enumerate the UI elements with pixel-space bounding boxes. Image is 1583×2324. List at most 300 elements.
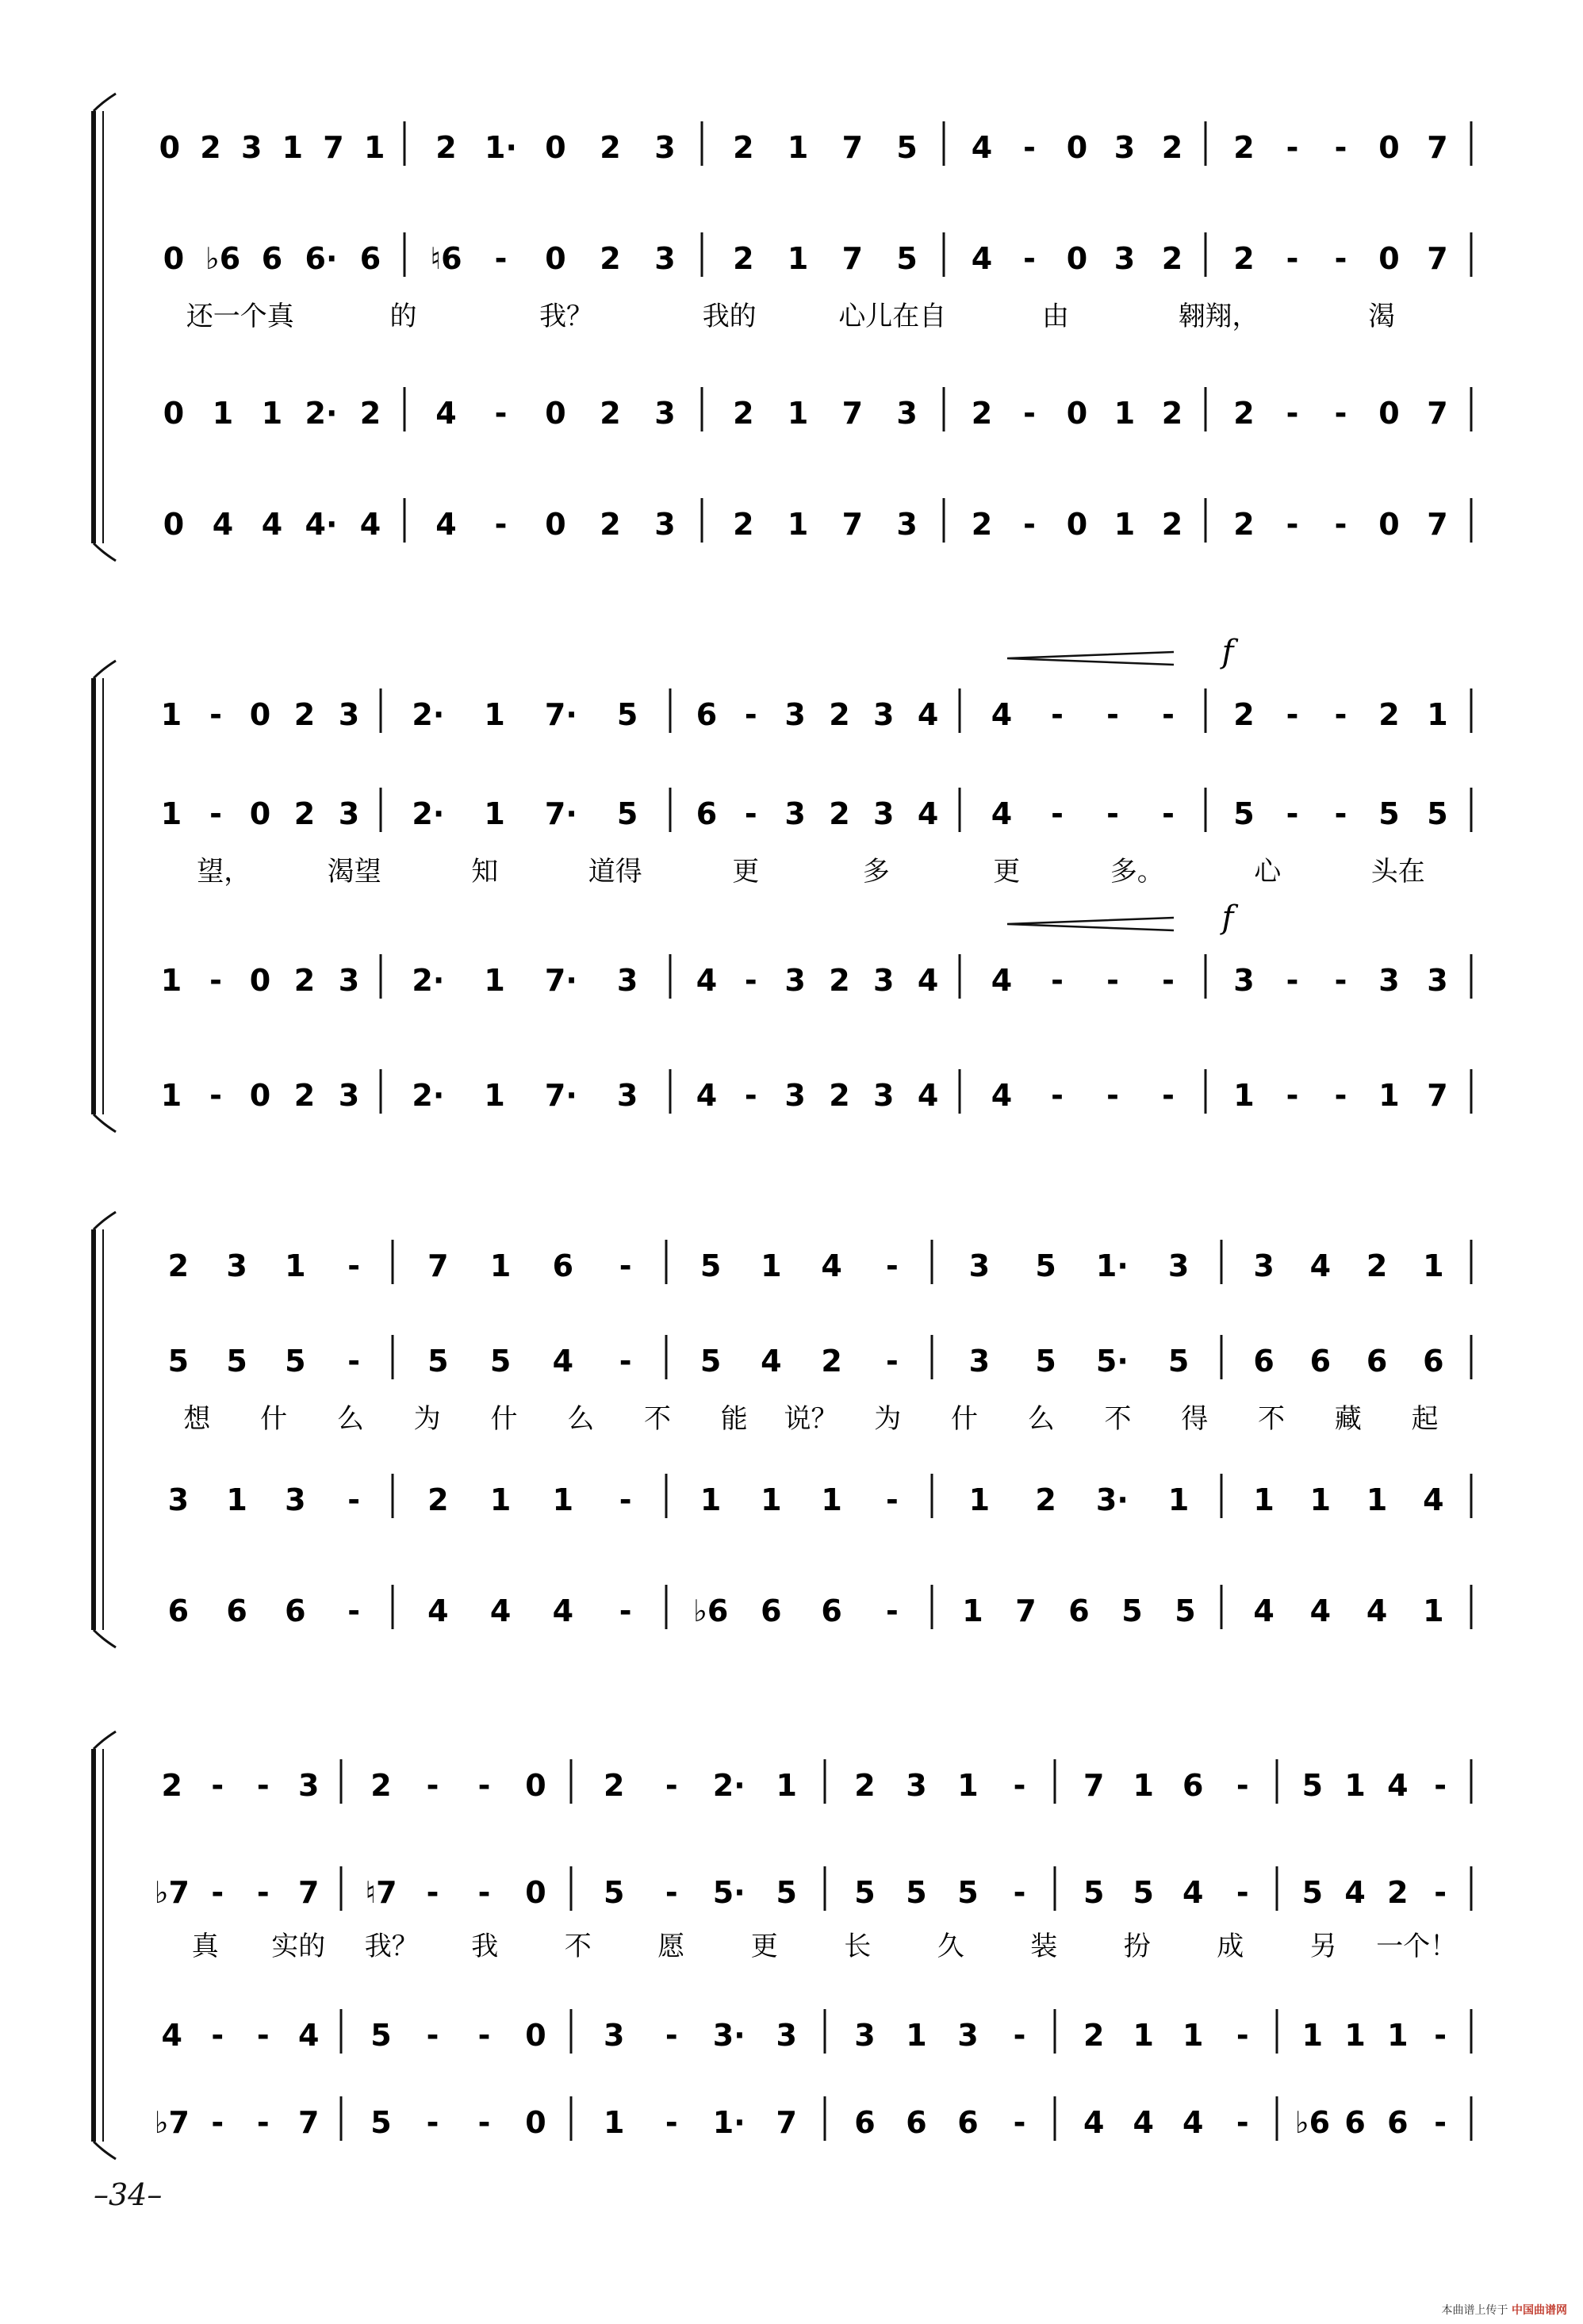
note-numeral: - [744,697,757,732]
note-numeral: 4 [1366,1593,1388,1628]
note-numeral: 1· [1095,1248,1129,1283]
note-numeral: 6· [305,241,338,276]
note-numeral: 3 [654,507,676,542]
note-numeral: 0 [1378,130,1400,165]
note-numeral: - [744,1078,757,1113]
note-numeral: 4 [1083,2105,1105,2140]
note-numeral: - [347,1482,361,1517]
note-numeral: - [1162,963,1175,998]
lyric-text: 久 [937,1931,964,1962]
note-numeral: - [619,1593,632,1628]
note-numeral: 3 [338,796,360,831]
note-numeral: 0 [1066,241,1088,276]
lyric-text: 想 [183,1403,211,1435]
note-numeral: 3· [1095,1482,1129,1517]
note-numeral: 5 [370,2018,392,2053]
note-numeral: 5 [616,796,638,831]
note-numeral: 2 [359,396,381,431]
note-numeral: 3 [784,697,806,732]
note-numeral: 7 [1427,241,1448,276]
note-numeral: 0 [1378,241,1400,276]
note-numeral: 2 [1161,241,1183,276]
note-numeral: - [619,1344,632,1379]
lyric-text: 我 [471,1931,499,1962]
note-numeral: 5 [489,1344,512,1379]
lyric-text: 多。 [1110,856,1164,888]
note-numeral: 3 [873,796,895,831]
note-numeral: - [347,1593,361,1628]
lyric-text: 什 [490,1403,518,1435]
note-numeral: ♭6 [692,1593,729,1628]
note-numeral: 1 [282,130,304,165]
note-numeral: 4 [761,1344,782,1379]
note-numeral: 1 [226,1482,247,1517]
note-numeral: 4 [1182,2105,1204,2140]
note-numeral: 6 [761,1593,782,1628]
note-numeral: - [1023,507,1036,542]
note-numeral: 3 [1253,1248,1274,1283]
note-numeral: 7 [1083,1768,1105,1803]
note-numeral: 4 [298,2018,320,2053]
note-numeral: 1 [1133,2018,1154,2053]
note-numeral: 1 [1253,1482,1274,1517]
note-numeral: - [1334,1078,1347,1113]
note-numeral: 6 [359,241,381,276]
lyric-text: 我的 [702,301,757,332]
note-numeral: 3 [1113,241,1136,276]
note-numeral: 1 [160,963,182,998]
note-numeral: 1 [261,396,283,431]
lyric-text: 实的 [271,1931,326,1962]
note-numeral: 2 [1233,241,1255,276]
lyric-text: 翱翔， [1178,301,1259,332]
note-numeral: - [494,507,508,542]
note-numeral: 2· [712,1768,746,1803]
lyric-text: 长 [844,1931,872,1962]
note-numeral: 3 [240,130,263,165]
lyric-text: 什 [260,1403,288,1435]
note-numeral: 1 [761,1248,782,1283]
note-numeral: 6 [696,796,718,831]
note-numeral: 5 [700,1248,722,1283]
note-numeral: 3 [1113,130,1136,165]
note-numeral: 6 [1253,1344,1274,1379]
note-numeral: - [1162,796,1175,831]
note-numeral: 3 [854,2018,876,2053]
note-numeral: 2 [733,241,754,276]
note-numeral: 5 [167,1344,190,1379]
note-numeral: 2 [600,130,621,165]
bracket-hook-top [94,94,116,111]
note-numeral: 7 [1015,1593,1037,1628]
note-numeral: 0 [1066,396,1088,431]
note-numeral: 3 [896,507,918,542]
lyric-text: 什 [951,1403,979,1435]
note-numeral: 5 [1035,1344,1056,1379]
note-numeral: 3 [226,1248,247,1283]
note-numeral: - [1286,1078,1299,1113]
note-numeral: - [1013,1768,1026,1803]
note-numeral: - [1434,1768,1447,1803]
note-numeral: 6 [1182,1768,1204,1803]
note-numeral: 0 [249,796,271,831]
note-numeral: 3 [338,697,360,732]
note-numeral: 3 [654,130,676,165]
note-numeral: - [1434,1875,1447,1910]
note-numeral: 2· [412,1078,445,1113]
note-numeral: - [347,1248,361,1283]
note-numeral: 5 [1083,1875,1105,1910]
note-numeral: 4 [971,130,993,165]
note-numeral: - [426,2018,439,2053]
note-numeral: - [477,1768,491,1803]
note-numeral: - [1236,2018,1249,2053]
note-numeral: 1 [821,1482,842,1517]
note-numeral: - [1106,796,1119,831]
note-numeral: - [1106,963,1119,998]
bracket-hook-top [94,1212,116,1229]
lyric-text: 么 [567,1403,595,1435]
lyric-text: 心 [1254,856,1282,888]
note-numeral: 1 [1366,1482,1388,1517]
lyric-text: 更 [993,856,1021,888]
note-numeral: 7 [841,130,864,165]
note-numeral: 2 [829,1078,850,1113]
note-numeral: 4 [917,1078,939,1113]
note-numeral: - [885,1248,899,1283]
note-numeral: 1 [1113,396,1136,431]
note-numeral: 4 [971,241,993,276]
note-numeral: 6 [1423,1344,1444,1379]
note-numeral: 0 [545,130,566,165]
lyric-text: 还一个真 [186,301,294,332]
note-numeral: 1 [489,1248,512,1283]
note-numeral: - [1334,507,1347,542]
note-numeral: 5 [604,1875,625,1910]
note-numeral: 1 [700,1482,722,1517]
note-numeral: 1 [968,1482,991,1517]
note-numeral: 3 [654,396,676,431]
note-numeral: - [211,1768,224,1803]
lyric-text: 渴望 [327,856,381,888]
note-numeral: 1 [160,1078,182,1113]
note-numeral: 4 [696,963,718,998]
note-numeral: 1 [957,1768,979,1803]
note-numeral: - [494,241,508,276]
note-numeral: 2 [370,1768,392,1803]
note-numeral: - [1106,1078,1119,1113]
note-numeral: ♭6 [1294,2105,1331,2140]
note-numeral: - [211,2105,224,2140]
note-numeral: 2 [829,963,850,998]
note-numeral: - [1023,241,1036,276]
note-numeral: 1 [1113,507,1136,542]
note-numeral: 4 [1253,1593,1274,1628]
note-numeral: 2 [293,697,316,732]
note-numeral: 3 [1167,1248,1190,1283]
lyric-text: 头在 [1370,856,1425,888]
note-numeral: 7· [544,1078,577,1113]
lyric-text: 心儿在自 [838,301,947,332]
note-numeral: 5 [370,2105,392,2140]
note-numeral: - [1286,796,1299,831]
lyric-text: 更 [750,1931,778,1962]
note-numeral: 4 [1309,1248,1332,1283]
note-numeral: 3 [298,1768,320,1803]
note-numeral: 3 [338,1078,360,1113]
note-numeral: - [1051,697,1064,732]
lyric-text: 多 [862,856,890,888]
note-numeral: 0 [545,396,566,431]
note-numeral: - [1334,697,1347,732]
note-numeral: - [619,1248,632,1283]
lyric-text: 道得 [588,856,642,888]
lyric-text: 成 [1217,1931,1244,1962]
note-numeral: 5 [854,1875,876,1910]
note-numeral: - [347,1344,361,1379]
note-numeral: 6 [1344,2105,1366,2140]
note-numeral: - [477,2105,491,2140]
note-numeral: 4 [1133,2105,1154,2140]
note-numeral: 1 [363,130,385,165]
note-numeral: 7 [298,1875,320,1910]
note-numeral: 2 [854,1768,876,1803]
note-numeral: 1 [1423,1593,1444,1628]
note-numeral: - [1013,2105,1026,2140]
note-numeral: 2 [1161,396,1183,431]
lyric-text: 由 [1041,301,1069,332]
note-numeral: 4 [435,396,457,431]
note-numeral: 5 [1301,1768,1324,1803]
note-numeral: 5 [285,1344,306,1379]
note-numeral: - [665,2105,678,2140]
note-numeral: 5 [226,1344,247,1379]
note-numeral: 1 [776,1768,797,1803]
lyric-text: 我？ [539,301,594,332]
note-numeral: 1 [552,1482,574,1517]
note-numeral: 2· [305,396,338,431]
note-numeral: 1 [787,396,809,431]
note-numeral: 1 [1182,2018,1204,2053]
note-numeral: 3 [873,963,895,998]
note-numeral: 4 [427,1593,449,1628]
note-numeral: - [1434,2105,1447,2140]
note-numeral: 7 [776,2105,797,2140]
note-numeral: 2 [293,796,316,831]
note-numeral: 2 [1378,697,1400,732]
note-numeral: 1 [489,1482,512,1517]
note-numeral: 7 [1427,507,1448,542]
note-numeral: - [256,2018,270,2053]
note-numeral: 0 [525,2018,546,2053]
note-numeral: 0 [249,963,271,998]
note-numeral: - [1334,963,1347,998]
note-numeral: 1 [1167,1482,1190,1517]
note-numeral: 4 [261,507,283,542]
note-numeral: - [665,1768,678,1803]
note-numeral: 0 [525,1875,546,1910]
lyric-text: 扮 [1123,1931,1151,1962]
note-numeral: 6 [1366,1344,1388,1379]
note-numeral: 2 [600,507,621,542]
note-numeral: - [256,1768,270,1803]
note-numeral: 1 [285,1248,306,1283]
note-numeral: 3 [338,963,360,998]
note-numeral: 3 [896,396,918,431]
note-numeral: 5 [700,1344,722,1379]
note-numeral: 2 [1387,1875,1409,1910]
note-numeral: 7 [298,2105,320,2140]
note-numeral: ♭7 [154,1875,190,1910]
note-numeral: 3 [285,1482,306,1517]
note-numeral: - [211,2018,224,2053]
note-numeral: 4 [435,507,457,542]
note-numeral: - [885,1593,899,1628]
note-numeral: 7· [544,796,577,831]
note-numeral: 2 [293,1078,316,1113]
note-numeral: 2 [1233,697,1255,732]
bracket-hook-bottom [94,543,116,561]
bracket-hook-bottom [94,2142,116,2159]
note-numeral: 6 [226,1593,247,1628]
note-numeral: 0 [1378,507,1400,542]
note-numeral: - [426,1875,439,1910]
note-numeral: 3 [616,1078,638,1113]
note-numeral: 2 [829,796,850,831]
note-numeral: 2 [1233,130,1255,165]
note-numeral: - [665,1875,678,1910]
note-numeral: 2 [821,1344,842,1379]
note-numeral: 1 [1387,2018,1409,2053]
note-numeral: 2 [435,130,457,165]
lyric-text: 愿 [657,1931,685,1962]
note-numeral: 1 [1301,2018,1324,2053]
crescendo-hairpin [1007,652,1174,665]
note-numeral: 7 [427,1248,449,1283]
note-numeral: 2· [412,796,445,831]
lyric-text: 说？ [784,1403,838,1435]
note-numeral: - [256,2105,270,2140]
note-numeral: 5 [896,130,918,165]
note-numeral: 0 [525,1768,546,1803]
note-numeral: 2 [1083,2018,1105,2053]
note-numeral: - [426,2105,439,2140]
note-numeral: - [1236,2105,1249,2140]
note-numeral: 6 [1309,1344,1332,1379]
note-numeral: - [426,1768,439,1803]
note-numeral: - [1434,2018,1447,2053]
note-numeral: 2· [412,697,445,732]
note-numeral: 5 [1121,1593,1143,1628]
note-numeral: - [1236,1768,1249,1803]
note-numeral: 5 [1167,1344,1190,1379]
note-numeral: - [885,1482,899,1517]
note-numeral: 1· [712,2105,746,2140]
note-numeral: 1· [485,130,517,165]
note-numeral: 4 [1182,1875,1204,1910]
note-numeral: 4 [917,796,939,831]
note-numeral: - [1334,130,1347,165]
note-numeral: 4 [1309,1593,1332,1628]
note-numeral: 0 [1066,130,1088,165]
crescendo-hairpin [1007,918,1174,930]
note-numeral: 1 [1133,1768,1154,1803]
lyric-text: 不 [643,1403,671,1435]
note-numeral: 5 [1378,796,1400,831]
note-numeral: 3 [784,796,806,831]
note-numeral: - [1286,507,1299,542]
lyric-text: 不 [1258,1403,1286,1435]
note-numeral: 2 [733,396,754,431]
note-numeral: 2 [1161,507,1183,542]
note-numeral: 7 [841,241,864,276]
lyric-text: 为 [874,1403,902,1435]
note-numeral: 2 [427,1482,449,1517]
note-numeral: 1 [1309,1482,1332,1517]
note-numeral: 1 [484,697,505,732]
note-numeral: 4 [212,507,234,542]
note-numeral: 3 [1427,963,1448,998]
note-numeral: 7 [1427,130,1448,165]
note-numeral: 5 [896,241,918,276]
note-numeral: 4 [552,1593,574,1628]
note-numeral: 1 [906,2018,927,2053]
note-numeral: - [665,2018,678,2053]
bracket-hook-bottom [94,1114,116,1132]
note-numeral: - [1023,396,1036,431]
note-numeral: 7 [323,130,344,165]
lyric-text: 装 [1030,1931,1058,1962]
note-numeral: 2 [971,507,993,542]
note-numeral: 3 [873,697,895,732]
bracket-hook-top [94,1731,116,1749]
note-numeral: 5 [906,1875,927,1910]
note-numeral: - [256,1875,270,1910]
note-numeral: ♮6 [430,241,462,276]
note-numeral: - [1023,130,1036,165]
note-numeral: - [1013,1875,1026,1910]
lyric-text: 知 [471,856,499,888]
note-numeral: - [1286,130,1299,165]
note-numeral: 5 [1133,1875,1154,1910]
note-numeral: - [1286,963,1299,998]
note-numeral: 1 [761,1482,782,1517]
note-numeral: 2 [167,1248,190,1283]
note-numeral: 4 [991,963,1013,998]
note-numeral: - [1286,241,1299,276]
note-numeral: 2 [829,697,850,732]
bracket-hook-top [94,661,116,678]
dynamic-mark: f [1221,899,1234,936]
note-numeral: 4 [917,697,939,732]
note-numeral: - [744,796,757,831]
note-numeral: - [1236,1875,1249,1910]
note-numeral: 6 [1068,1593,1090,1628]
note-numeral: - [209,697,222,732]
note-numeral: - [1013,2018,1026,2053]
note-numeral: 4 [1344,1875,1366,1910]
note-numeral: 7 [841,396,864,431]
note-numeral: 2 [1233,396,1255,431]
note-numeral: 4 [821,1248,842,1283]
note-numeral: - [1162,1078,1175,1113]
note-numeral: 4 [1423,1482,1444,1517]
note-numeral: 0 [1378,396,1400,431]
note-numeral: 1 [1378,1078,1400,1113]
note-numeral: 2 [733,507,754,542]
lyric-text: 得 [1181,1403,1209,1435]
note-numeral: 3 [616,963,638,998]
